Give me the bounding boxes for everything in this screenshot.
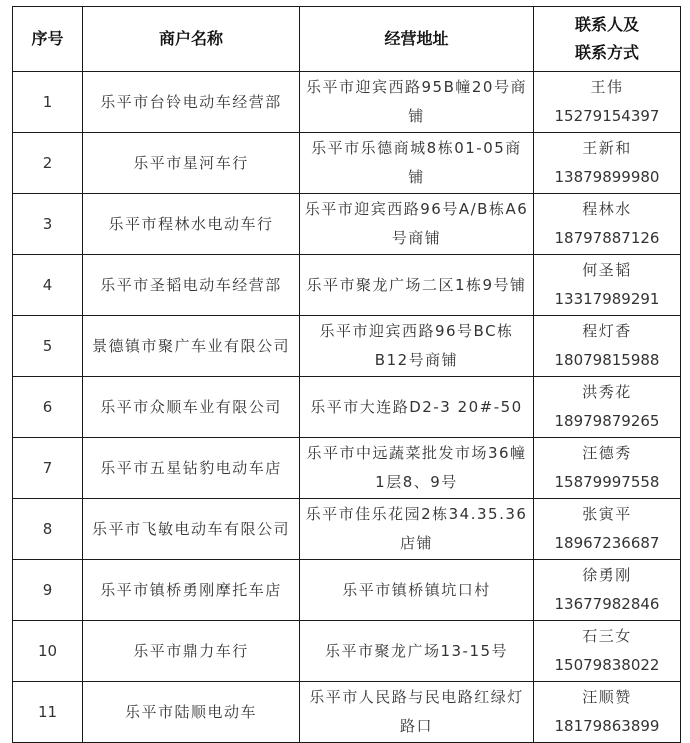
contact-person: 洪秀花: [582, 383, 632, 401]
table-row: [13, 499, 681, 560]
cell-merchant-name: 乐平市陆顺电动车: [83, 682, 300, 743]
cell-index: 5: [13, 316, 83, 377]
table-row: [13, 438, 681, 499]
cell-index: 10: [13, 621, 83, 682]
cell-address: 乐平市中远蔬菜批发市场36幢1层8、9号: [300, 438, 534, 499]
contact-person: 石三女: [582, 627, 632, 645]
cell-address: 乐平市佳乐花园2栋34.35.36店铺: [300, 499, 534, 560]
cell-merchant-name: 乐平市鼎力车行: [83, 621, 300, 682]
cell-contact: [534, 438, 681, 499]
contact-phone: 18797887126: [554, 229, 660, 247]
header-contact-line2: 联系方式: [574, 43, 639, 62]
contact-person: 汪德秀: [582, 444, 632, 462]
cell-index: 11: [13, 682, 83, 743]
header-contact: [534, 7, 681, 72]
cell-merchant-name: 景德镇市聚广车业有限公司: [83, 316, 300, 377]
table-row: [13, 682, 681, 743]
cell-index: 7: [13, 438, 83, 499]
contact-person: 程灯香: [582, 322, 632, 340]
cell-merchant-name: 乐平市众顺车业有限公司: [83, 377, 300, 438]
cell-address: 乐平市聚龙广场13-15号: [300, 621, 534, 682]
table-row: [13, 316, 681, 377]
header-contact-line1: 联系人及: [574, 15, 639, 34]
contact-person: 王伟: [590, 78, 624, 96]
contact-person: 徐勇刚: [582, 566, 632, 584]
contact-person: 王新和: [582, 139, 632, 157]
cell-merchant-name: 乐平市星河车行: [83, 133, 300, 194]
table-header: [13, 7, 681, 72]
cell-index: 6: [13, 377, 83, 438]
cell-contact: [534, 255, 681, 316]
contact-phone: 18179863899: [554, 717, 660, 735]
table-row: [13, 133, 681, 194]
cell-index: 3: [13, 194, 83, 255]
table-row: [13, 560, 681, 621]
contact-phone: 15879997558: [554, 473, 660, 491]
cell-merchant-name: 乐平市圣韬电动车经营部: [83, 255, 300, 316]
cell-index: 8: [13, 499, 83, 560]
table-row: [13, 377, 681, 438]
header-name: 商户名称: [83, 7, 300, 72]
cell-index: 2: [13, 133, 83, 194]
contact-person: 汪顺赞: [582, 688, 632, 706]
cell-address: 乐平市迎宾西路95B幢20号商铺: [300, 72, 534, 133]
header-address: 经营地址: [300, 7, 534, 72]
table-row: [13, 72, 681, 133]
cell-index: 1: [13, 72, 83, 133]
cell-contact: [534, 499, 681, 560]
cell-index: 4: [13, 255, 83, 316]
contact-phone: 13317989291: [554, 290, 660, 308]
table-row: [13, 621, 681, 682]
table-row: [13, 194, 681, 255]
cell-merchant-name: 乐平市程林水电动车行: [83, 194, 300, 255]
header-row: [13, 7, 681, 72]
contact-phone: 13879899980: [554, 168, 660, 186]
cell-index: 9: [13, 560, 83, 621]
table-row: [13, 255, 681, 316]
cell-contact: [534, 621, 681, 682]
contact-phone: 15279154397: [554, 107, 660, 125]
header-index: 序号: [13, 7, 83, 72]
contact-phone: 15079838022: [554, 656, 660, 674]
merchant-table: [12, 6, 681, 743]
cell-contact: [534, 316, 681, 377]
cell-address: 乐平市迎宾西路96号A/B栋A6号商铺: [300, 194, 534, 255]
cell-address: 乐平市乐德商城8栋01-05商铺: [300, 133, 534, 194]
contact-person: 程林水: [582, 200, 632, 218]
cell-contact: [534, 682, 681, 743]
contact-phone: 18079815988: [554, 351, 660, 369]
contact-phone: 13677982846: [554, 595, 660, 613]
cell-contact: [534, 194, 681, 255]
cell-address: 乐平市人民路与民电路红绿灯路口: [300, 682, 534, 743]
cell-merchant-name: 乐平市五星钻豹电动车店: [83, 438, 300, 499]
contact-person: 张寅平: [582, 505, 632, 523]
cell-address: 乐平市迎宾西路96号BC栋B12号商铺: [300, 316, 534, 377]
cell-merchant-name: 乐平市飞敏电动车有限公司: [83, 499, 300, 560]
cell-contact: [534, 72, 681, 133]
table-body: [13, 72, 681, 743]
cell-merchant-name: 乐平市镇桥勇刚摩托车店: [83, 560, 300, 621]
cell-contact: [534, 377, 681, 438]
contact-phone: 18967236687: [554, 534, 660, 552]
cell-address: 乐平市镇桥镇坑口村: [300, 560, 534, 621]
cell-merchant-name: 乐平市台铃电动车经营部: [83, 72, 300, 133]
contact-person: 何圣韬: [582, 261, 632, 279]
cell-address: 乐平市大连路D2-3 20#-50: [300, 377, 534, 438]
cell-address: 乐平市聚龙广场二区1栋9号铺: [300, 255, 534, 316]
cell-contact: [534, 560, 681, 621]
contact-phone: 18979879265: [554, 412, 660, 430]
cell-contact: [534, 133, 681, 194]
